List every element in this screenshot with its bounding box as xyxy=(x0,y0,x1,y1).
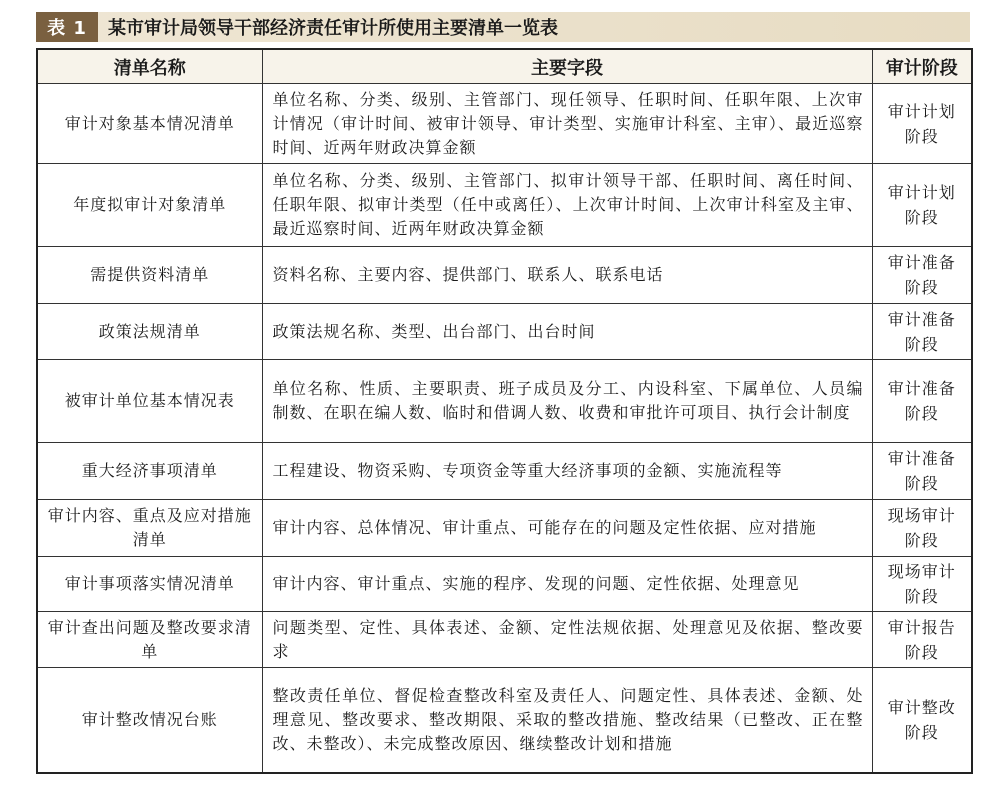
table-row xyxy=(37,500,972,557)
fields-cell: 单位名称、分类、级别、主管部门、现任领导、任职时间、任职年限、上次审计情况（审计时间、被审计领导、审计类型、实施审计科室、主审）、最近巡察时间、近两年财政决算金额 xyxy=(262,84,872,164)
table-row xyxy=(37,612,972,668)
stage-cell: 审计准备 阶段 xyxy=(872,443,972,500)
fields-cell: 政策法规名称、类型、出台部门、出台时间 xyxy=(262,304,872,360)
fields-cell: 审计内容、总体情况、审计重点、可能存在的问题及定性依据、应对措施 xyxy=(262,500,872,557)
fields-cell: 整改责任单位、督促检查整改科室及责任人、问题定性、具体表述、金额、处理意见、整改要求、整改期限、采取的整改措施、整改结果（已整改、正在整改、未整改）、未完成整改原因、继续整改计划和措施 xyxy=(262,668,872,773)
fields-cell: 单位名称、分类、级别、主管部门、拟审计领导干部、任职时间、离任时间、任职年限、拟审计类型（任中或离任）、上次审计时间、上次审计科室及主审、最近巡察时间、近两年财政决算金额 xyxy=(262,164,872,247)
header-audit-stage: 审计阶段 xyxy=(872,49,972,84)
stage-cell: 审计整改 阶段 xyxy=(872,668,972,773)
table-number-tag: 表 1 xyxy=(36,12,98,42)
list-name-cell: 需提供资料清单 xyxy=(37,247,262,304)
stage-cell: 审计准备 阶段 xyxy=(872,304,972,360)
list-name-cell: 政策法规清单 xyxy=(37,304,262,360)
stage-cell: 审计报告 阶段 xyxy=(872,612,972,668)
table-row xyxy=(37,304,972,360)
stage-cell: 审计计划 阶段 xyxy=(872,84,972,164)
fields-cell: 审计内容、审计重点、实施的程序、发现的问题、定性依据、处理意见 xyxy=(262,557,872,612)
fields-cell: 资料名称、主要内容、提供部门、联系人、联系电话 xyxy=(262,247,872,304)
list-name-cell: 被审计单位基本情况表 xyxy=(37,360,262,443)
table-row xyxy=(37,443,972,500)
stage-cell: 现场审计 阶段 xyxy=(872,557,972,612)
list-name-cell: 审计查出问题及整改要求清单 xyxy=(37,612,262,668)
header-row xyxy=(37,49,972,84)
header-main-fields: 主要字段 xyxy=(262,49,872,84)
table-row xyxy=(37,557,972,612)
list-name-cell: 审计事项落实情况清单 xyxy=(37,557,262,612)
list-name-cell: 审计内容、重点及应对措施清单 xyxy=(37,500,262,557)
stage-cell: 现场审计 阶段 xyxy=(872,500,972,557)
stage-cell: 审计准备 阶段 xyxy=(872,360,972,443)
stage-cell: 审计准备 阶段 xyxy=(872,247,972,304)
table-row xyxy=(37,84,972,164)
list-name-cell: 重大经济事项清单 xyxy=(37,443,262,500)
fields-cell: 问题类型、定性、具体表述、金额、定性法规依据、处理意见及依据、整改要求 xyxy=(262,612,872,668)
table-caption xyxy=(36,12,970,42)
fields-cell: 工程建设、物资采购、专项资金等重大经济事项的金额、实施流程等 xyxy=(262,443,872,500)
table-row xyxy=(37,164,972,247)
stage-cell: 审计计划 阶段 xyxy=(872,164,972,247)
header-list-name: 清单名称 xyxy=(37,49,262,84)
table-row xyxy=(37,668,972,773)
table-row xyxy=(37,247,972,304)
table-row xyxy=(37,360,972,443)
fields-cell: 单位名称、性质、主要职责、班子成员及分工、内设科室、下属单位、人员编制数、在职在编人数、临时和借调人数、收费和审批许可项目、执行会计制度 xyxy=(262,360,872,443)
list-name-cell: 审计对象基本情况清单 xyxy=(37,84,262,164)
audit-checklist-table xyxy=(36,48,973,774)
table-title: 某市审计局领导干部经济责任审计所使用主要清单一览表 xyxy=(108,18,558,39)
list-name-cell: 审计整改情况台账 xyxy=(37,668,262,773)
list-name-cell: 年度拟审计对象清单 xyxy=(37,164,262,247)
